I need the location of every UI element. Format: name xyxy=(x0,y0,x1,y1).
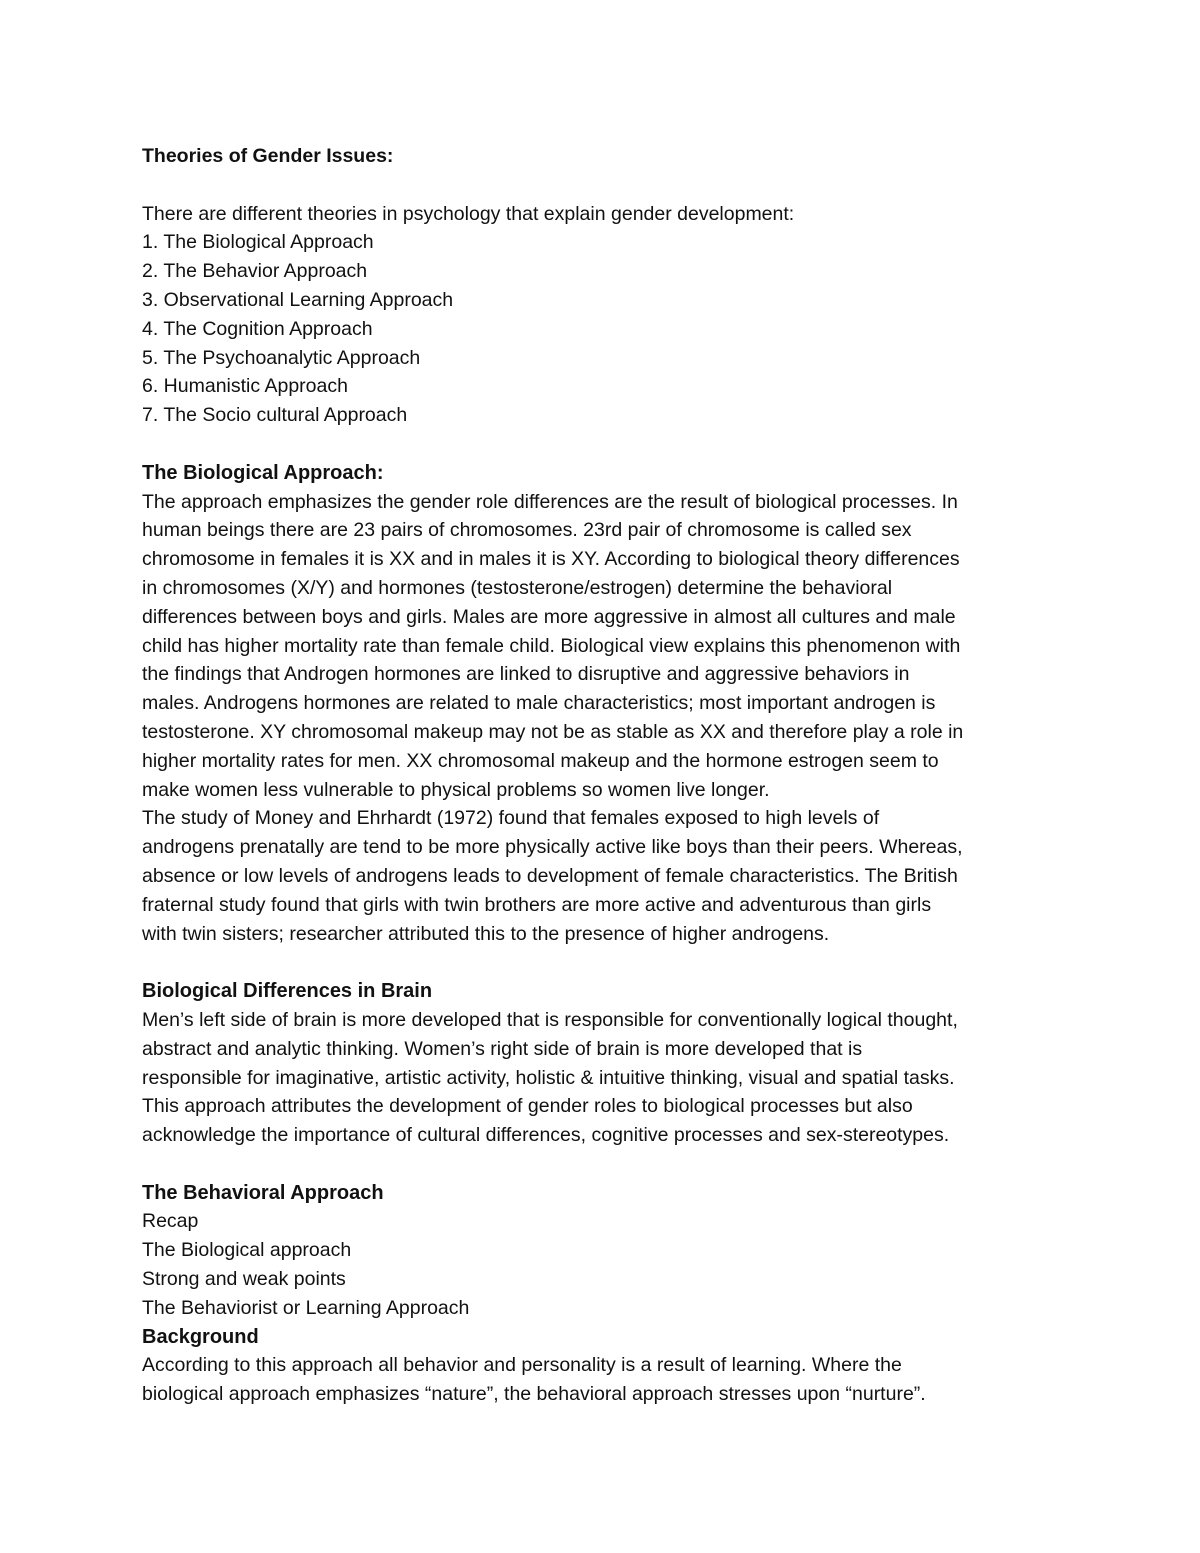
theory-item: 3. Observational Learning Approach xyxy=(142,288,454,311)
text-line: with twin sisters; researcher attributed this to the presence of higher androgens. xyxy=(142,922,830,945)
recap-item: The Behaviorist or Learning Approach xyxy=(142,1296,470,1319)
theory-item: 5. The Psychoanalytic Approach xyxy=(142,346,421,369)
blank-line xyxy=(142,948,1072,977)
text-line: in chromosomes (X/Y) and hormones (testosterone/estrogen) determine the behavioral xyxy=(142,576,893,599)
text-line: child has higher mortality rate than female child. Biological view explains this phenomenon with xyxy=(142,634,961,657)
text-line: make women less vulnerable to physical problems so women live longer. xyxy=(142,778,770,801)
brain-paragraph xyxy=(142,1006,1072,1150)
theory-item: 2. The Behavior Approach xyxy=(142,260,368,283)
document-page xyxy=(142,142,1072,1409)
text-line: The study of Money and Ehrhardt (1972) found that females exposed to high levels of xyxy=(142,807,880,830)
recap-list xyxy=(142,1207,1072,1322)
theory-item: 6. Humanistic Approach xyxy=(142,375,348,398)
text-line: testosterone. XY chromosomal makeup may not be as stable as XX and therefore play a role in xyxy=(142,720,964,743)
document-title: Theories of Gender Issues: xyxy=(142,145,394,167)
biological-paragraph-2 xyxy=(142,804,1072,948)
recap-item: The Biological approach xyxy=(142,1239,352,1262)
text-line: responsible for imaginative, artistic activity, holistic & intuitive thinking, visual and spatial tasks. xyxy=(142,1066,955,1089)
text-line: biological approach emphasizes “nature”, the behavioral approach stresses upon “nurture”. xyxy=(142,1383,926,1406)
text-line: human beings there are 23 pairs of chromosomes. 23rd pair of chromosome is called sex xyxy=(142,519,912,542)
text-line: males. Androgens hormones are related to male characteristics; most important androgen is xyxy=(142,692,936,715)
biological-paragraph-1 xyxy=(142,488,1072,805)
text-line: the findings that Androgen hormones are linked to disruptive and aggressive behaviors in xyxy=(142,663,910,686)
text-line: The approach emphasizes the gender role differences are the result of biological processes. In xyxy=(142,490,958,513)
recap-item: Recap xyxy=(142,1210,199,1233)
background-paragraph xyxy=(142,1351,1072,1409)
text-line: acknowledge the importance of cultural differences, cognitive processes and sex-stereotypes. xyxy=(142,1124,950,1147)
text-line: absence or low levels of androgens leads to development of female characteristics. The British xyxy=(142,864,958,887)
recap-item: Strong and weak points xyxy=(142,1268,346,1291)
biological-heading: The Biological Approach: xyxy=(142,461,384,484)
text-line: According to this approach all behavior and personality is a result of learning. Where the xyxy=(142,1354,902,1377)
text-line: chromosome in females it is XX and in males it is XY. According to biological theory differences xyxy=(142,548,960,571)
text-line: differences between boys and girls. Males are more aggressive in almost all cultures and male xyxy=(142,605,956,628)
blank-line xyxy=(142,430,1072,459)
text-line: fraternal study found that girls with twin brothers are more active and adventurous than girls xyxy=(142,893,932,916)
intro-text: There are different theories in psychology that explain gender development: xyxy=(142,202,795,225)
theory-item: 1. The Biological Approach xyxy=(142,231,374,254)
blank-line xyxy=(142,1150,1072,1179)
text-line: abstract and analytic thinking. Women’s right side of brain is more developed that is xyxy=(142,1037,863,1060)
text-line: This approach attributes the development of gender roles to biological processes but also xyxy=(142,1095,913,1118)
blank-line xyxy=(142,171,1072,200)
background-heading: Background xyxy=(142,1325,259,1348)
behavioral-heading: The Behavioral Approach xyxy=(142,1181,384,1204)
text-line: higher mortality rates for men. XX chromosomal makeup and the hormone estrogen seem to xyxy=(142,749,939,772)
text-line: Men’s left side of brain is more developed that is responsible for conventionally logical thought, xyxy=(142,1008,958,1031)
theory-item: 4. The Cognition Approach xyxy=(142,317,373,340)
text-line: androgens prenatally are tend to be more physically active like boys than their peers. Whereas, xyxy=(142,836,963,859)
brain-heading: Biological Differences in Brain xyxy=(142,980,433,1003)
theory-item: 7. The Socio cultural Approach xyxy=(142,404,408,427)
theories-list xyxy=(142,228,1072,430)
